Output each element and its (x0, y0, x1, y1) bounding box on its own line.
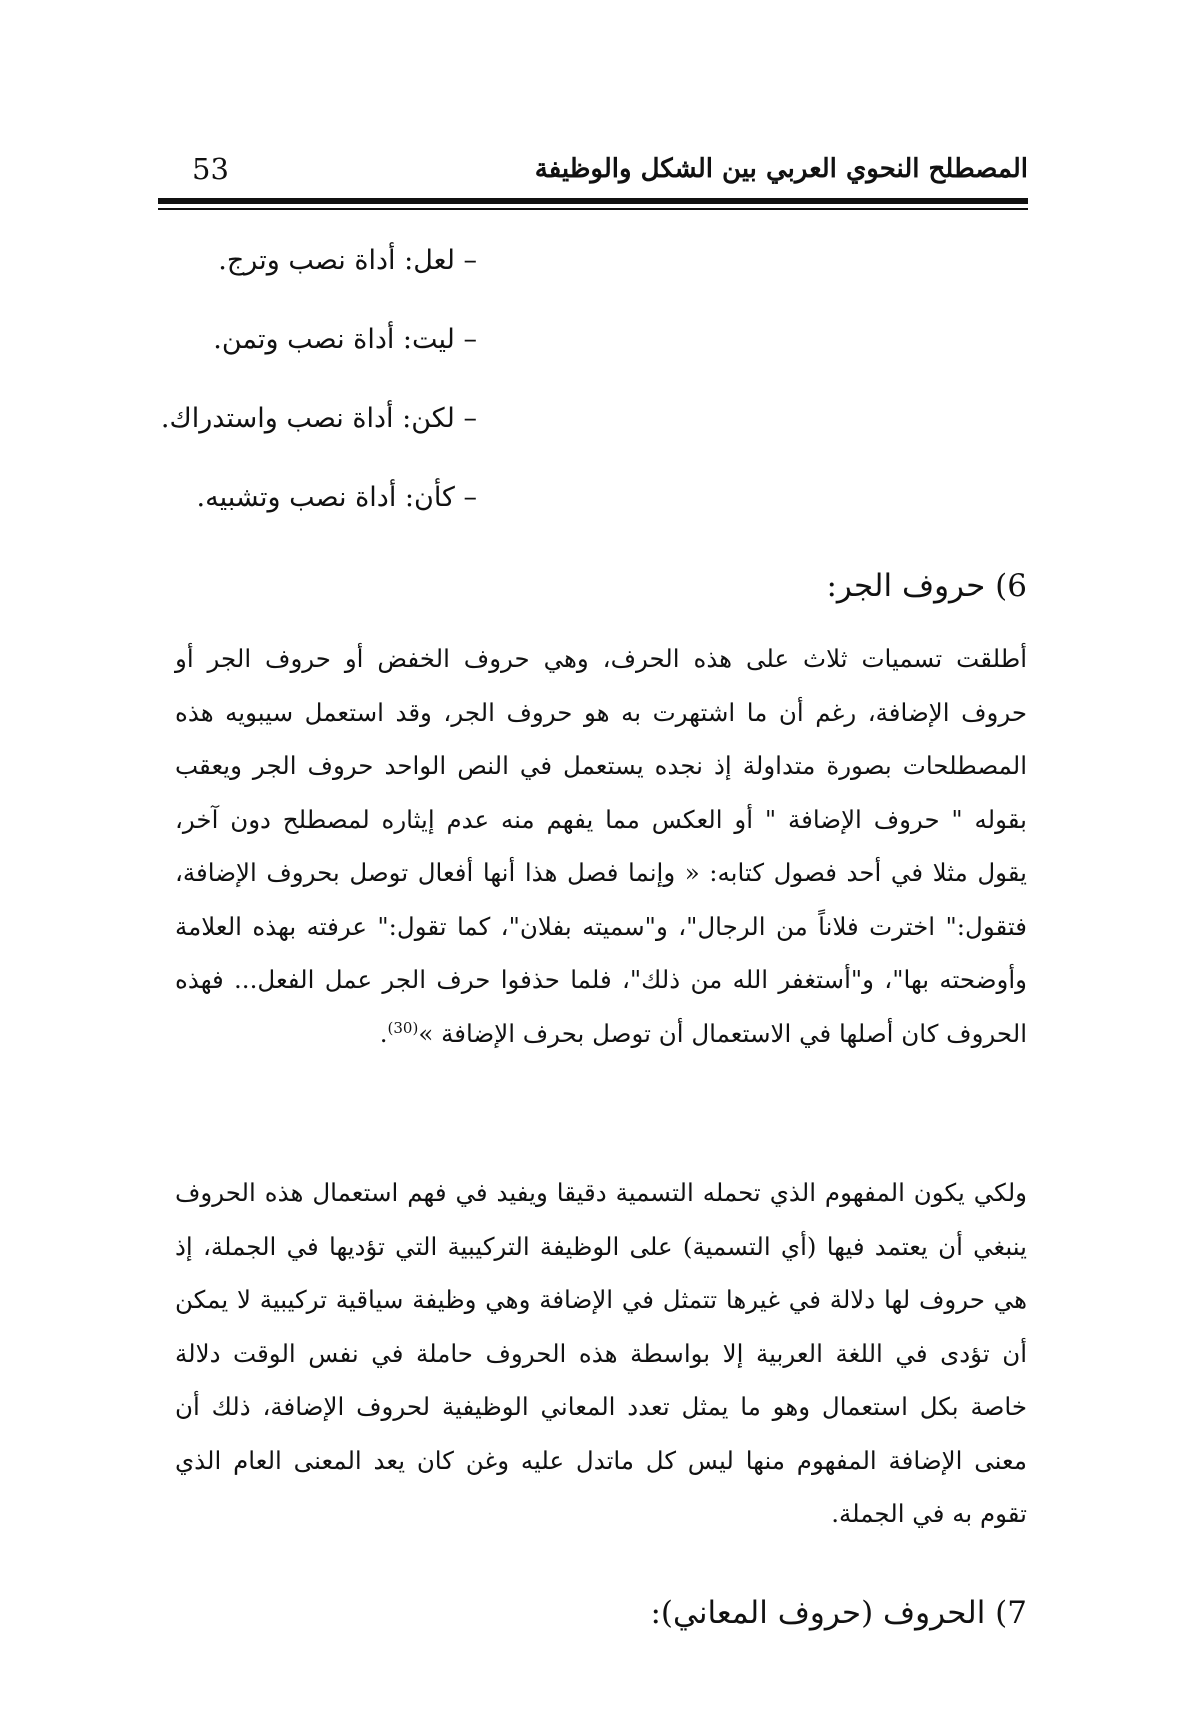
list-item: – كأن: أداة نصب وتشبيه. (196, 482, 477, 513)
list-item: – لعل: أداة نصب وترج. (218, 245, 477, 276)
second-paragraph: ولكي يكون المفهوم الذي تحمله التسمية دقيقا ويفيد في فهم استعمال هذه الحروف ينبغي أن يعتمد فيها (أي التسمية) على الوظيفة التركيبية التي تؤديها في الجملة، إذ هي حروف لها دلالة في غيرها تتمثل في الإضافة وهي وظيفة سياقية تركيبية لا يمكن أن تؤدى في اللغة العربية إلا بواسطة هذه الحروف حاملة في نفس الوقت دلالة خاصة بكل استعمال وهو ما يمثل تعدد المعاني الوظيفية لحروف الإضافة، ذلك أن معنى الإضافة المفهوم منها ليس كل ماتدل عليه وغن كان يعد المعنى العام الذي تقوم به في الجملة. (175, 1178, 1027, 1528)
footnote-reference: (30) (387, 1018, 419, 1037)
particle-list (161, 236, 477, 552)
header-rule-thick (158, 198, 1028, 204)
paragraph-text: أطلقت تسميات ثلاث على هذه الحرف، وهي حروف الخفض أو حروف الجر أو حروف الإضافة، رغم أن ما اشتهرت به هو حروف الجر، وقد استعمل سيبويه هذه المصطلحات بصورة متداولة إذ نجده يستعمل في النص الواحد حروف الجر ويعقب بقوله " حروف الإضافة " أو العكس مما يفهم منه عدم إيثاره لمصطلح دون آخر، يقول مثلا في أحد فصول كتابه: « وإنما فصل هذا أنها أفعال توصل بحروف الإضافة، فتقول:" اخترت فلاناً من الرجال"، و"سميته بفلان"، كما تقول:" عرفته بهذه العلامة وأوضحته بها"، و"أستغفر الله من ذلك"، فلما حذفوا حرف الجر عمل الفعل... فهذه الحروف كان أصلها في الاستعمال أن توصل بحرف الإضافة » (175, 644, 1027, 1048)
page-header (180, 150, 1028, 194)
page-number: 53 (192, 152, 229, 186)
running-title: المصطلح النحوي العربي بين الشكل والوظيفة (534, 154, 1028, 184)
list-item: – لكن: أداة نصب واستدراك. (160, 403, 477, 434)
header-rule-thin (158, 208, 1028, 210)
end-punctuation: . (379, 1018, 388, 1048)
section-heading-6: 6) حروف الجر: (826, 568, 1027, 604)
section-6-paragraph (175, 632, 1027, 1060)
section-heading-7: 7) الحروف (حروف المعاني): (650, 1595, 1027, 1631)
list-item: – ليت: أداة نصب وتمن. (213, 324, 477, 355)
